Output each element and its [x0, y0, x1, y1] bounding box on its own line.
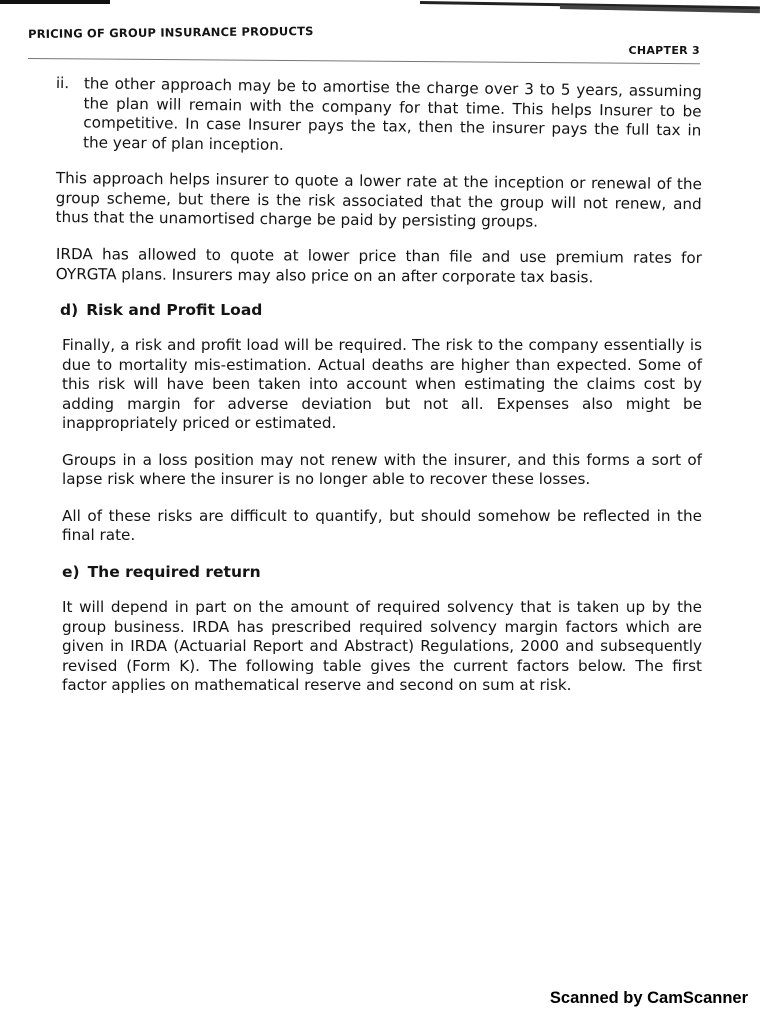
- section-heading-risk-profit: [60, 301, 702, 321]
- paragraph-loss-position: Groups in a loss position may not renew with the insurer, and this forms a sort of lapse risk where the insurer is no longer able to recover these losses.: [62, 450, 702, 488]
- paragraph-irda-pricing: IRDA has allowed to quote at lower price than file and use premium rates for OYRGTA plans. Insurers may also price on an after corporate tax basis.: [55, 244, 702, 286]
- section-label: e): [62, 562, 80, 581]
- section-title: Risk and Profit Load: [86, 300, 263, 319]
- scan-edge-segment: [0, 0, 110, 4]
- list-marker: ii.: [55, 74, 70, 93]
- page-body: [56, 74, 702, 713]
- paragraph-risk-load: Finally, a risk and profit load will be required. The risk to the company essentially is due to mortality mis-estimation. Actual deaths are higher than expected. Some of this risk will have been taken into account when estimating the claims cost by adding margin for adverse deviation but not all. Expenses also might be inappropriately priced or estimated.: [62, 336, 702, 432]
- section-label: d): [60, 300, 79, 319]
- paragraph-approach: This approach helps insurer to quote a lower rate at the inception or renewal of the group scheme, but there is the risk associated that the group will not renew, and thus that the unamortised charge be paid by persisting groups.: [55, 169, 702, 231]
- running-header-title: PRICING OF GROUP INSURANCE PRODUCTS: [28, 24, 314, 41]
- section-title: The required return: [87, 562, 261, 581]
- chapter-label: CHAPTER 3: [628, 44, 700, 57]
- section-heading-required-return: [62, 563, 702, 583]
- paragraph-quantify: All of these risks are difficult to quantify, but should somehow be reflected in the final rate.: [62, 506, 702, 544]
- paragraph-solvency: It will depend in part on the amount of required solvency that is taken up by the group business. IRDA has prescribed required solvency margin factors which are given in IRDA (Actuarial Report and Abstract) Regulations, 2000 and subsequently revised (Form K). The following table gives the current factors below. The first factor applies on mathematical reserve and second on sum at risk.: [62, 598, 702, 694]
- header-rule: [28, 58, 700, 64]
- list-item-ii: [55, 74, 702, 160]
- list-item-text: the other approach may be to amortise the charge over 3 to 5 years, assuming the plan will remain with the company for that time. This helps Insurer to be competitive. In case Insurer pays the tax, then the insurer pays the full tax in the year of plan inception.: [82, 74, 702, 154]
- scanner-watermark: Scanned by CamScanner: [549, 989, 748, 1007]
- scan-edge-artifact: [0, 0, 768, 14]
